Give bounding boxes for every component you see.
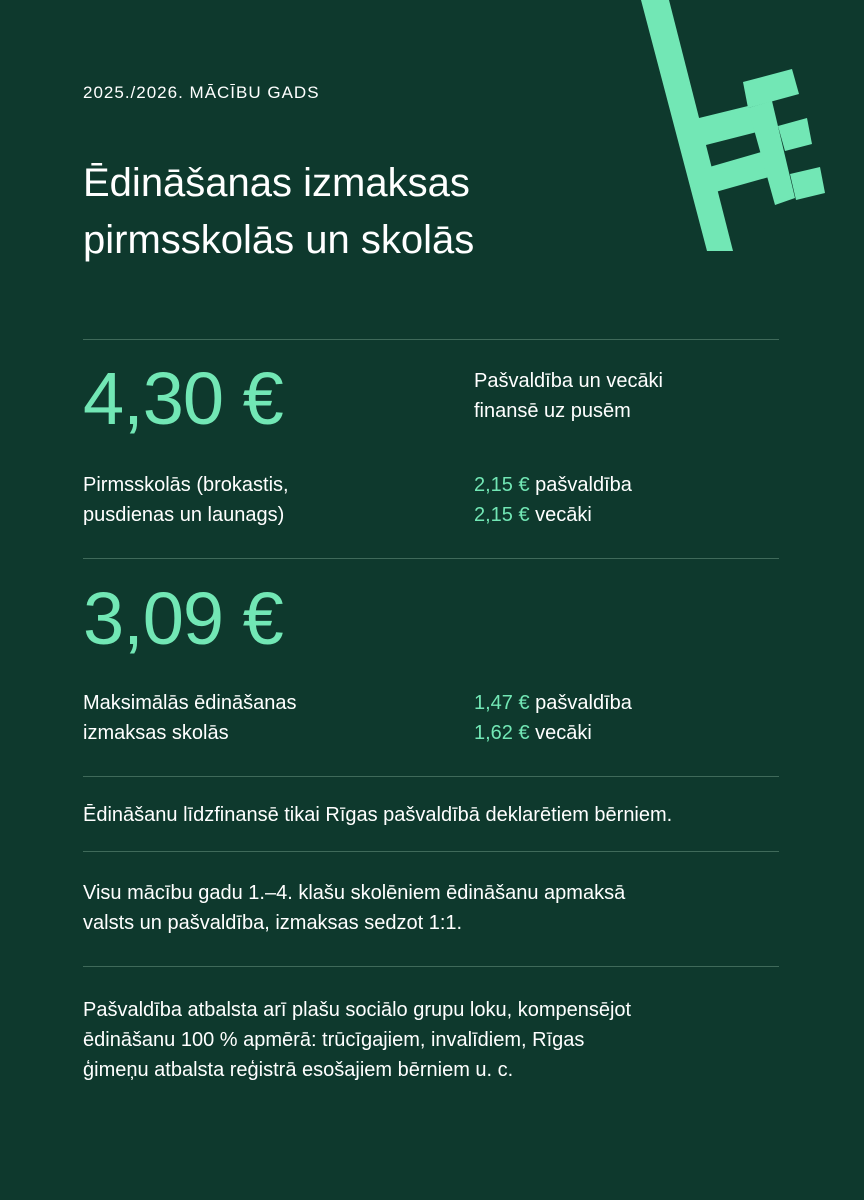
- grades-note: Visu mācību gadu 1.–4. klašu skolēniem ēdināšanu apmaksā valsts un pašvaldība, izmaksas sedzot 1:1.: [83, 882, 626, 934]
- social-support-note: Pašvaldība atbalsta arī plašu sociālo grupu loku, kompensējot ēdināšanu 100 % apmērā: trūcīgajiem, invalīdiem, Rīgas ģimeņu atbalsta reģistrā esošajiem bērniem u. c.: [83, 999, 632, 1081]
- divider: [83, 966, 779, 967]
- preschool-funding-note: Pašvaldība un vecāki finansē uz pusēm: [474, 370, 664, 422]
- riga-key-logo-icon: [620, 0, 864, 260]
- split-amount: 1,47 €: [474, 692, 530, 714]
- divider: [83, 339, 779, 340]
- divider: [83, 851, 779, 852]
- preschool-split: 2,15 € pašvaldība 2,15 € vecāki: [474, 474, 632, 526]
- divider: [83, 558, 779, 559]
- split-amount: 1,62 €: [474, 722, 530, 744]
- divider: [83, 776, 779, 777]
- page-title: [83, 155, 643, 269]
- split-amount: 2,15 €: [474, 474, 530, 496]
- school-price: 3,09 €: [83, 577, 283, 660]
- residency-note: Ēdināšanu līdzfinansē tikai Rīgas pašvaldībā deklarētiem bērniem.: [83, 804, 673, 826]
- school-split: 1,47 € pašvaldība 1,62 € vecāki: [474, 692, 632, 744]
- school-year-label: 2025./2026. MĀCĪBU GADS: [83, 83, 320, 102]
- school-label: Maksimālās ēdināšanas izmaksas skolās: [83, 692, 297, 744]
- preschool-label: Pirmsskolās (brokastis, pusdienas un launags): [83, 474, 289, 526]
- title-line-2: pirmsskolās un skolās: [83, 218, 475, 262]
- title-line-1: Ēdināšanas izmaksas: [83, 161, 470, 205]
- split-amount: 2,15 €: [474, 504, 530, 526]
- preschool-price: 4,30 €: [83, 357, 283, 440]
